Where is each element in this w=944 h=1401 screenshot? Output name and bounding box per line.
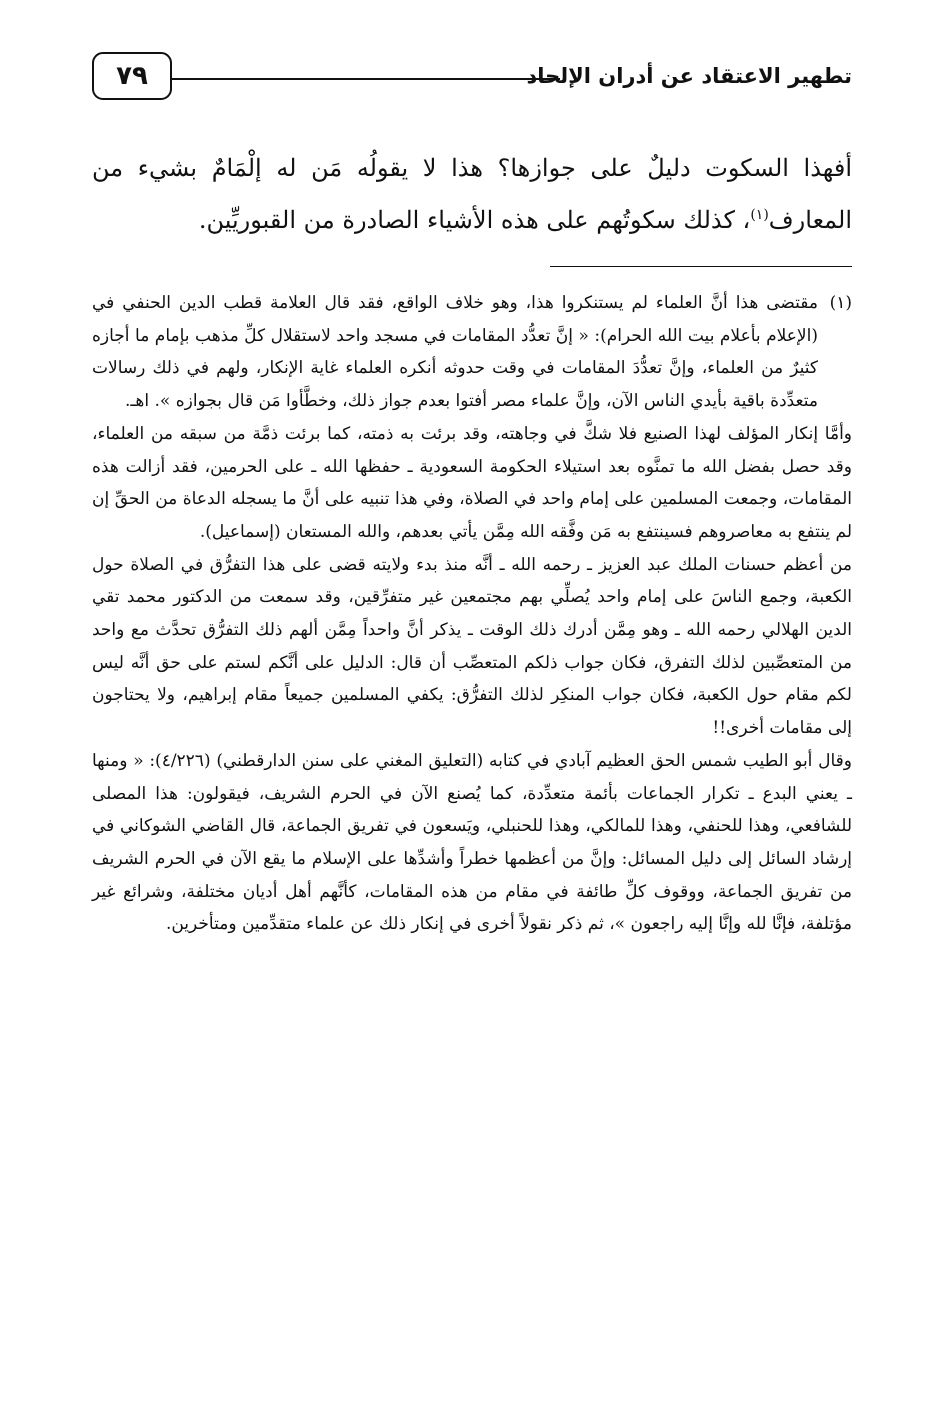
main-text — [92, 142, 852, 246]
footnote-marker: (١) — [829, 293, 852, 313]
footnote-paragraph-2: وأمَّا إنكار المؤلف لهذا الصنيع فلا شكَّ في وجاهته، وقد برئت به ذمته، كما برئت ذمَّة من سبقه من العلماء، وقد حصل بفضل الله ما تمنَّوه بعد استيلاء الحكومة السعودية ـ حفظها الله ـ على الحرمين، فقد أزالت هذه المقامات، وجمعت المسلمين على إمام واحد في الصلاة، وفي هذا تنبيه على أنَّ ما يسجله الدعاة من الحقِّ إن لم ينتفع به معاصروهم فسينتفع به مَن وفَّقه الله مِمَّن يأتي بعدهم، والله المستعان (إسماعيل). — [92, 423, 852, 542]
header-rule — [170, 78, 560, 80]
page-header — [92, 52, 852, 104]
footnote-paragraph-1 — [92, 287, 852, 418]
main-paragraph — [92, 142, 852, 246]
page-number: ٧٩ — [92, 52, 172, 100]
main-paragraph-part2: ، كذلك سكوتُهم على هذه الأشياء الصادرة من القبوريِّين. — [198, 206, 751, 234]
footnote-paragraph-3: من أعظم حسنات الملك عبد العزيز ـ رحمه الله ـ أنَّه منذ بدء ولايته قضى على هذا التفرُّق في الصلاة حول الكعبة، وجمع الناسَ على إمام واحد يُصلِّي بهم مجتمعين غير متفرِّقين، وقد سمعت من الدكتور محمد تقي الدين الهلالي رحمه الله ـ وهو مِمَّن أدرك ذلك الوقت ـ يذكر أنَّ واحداً مِمَّن ألهم ذلك التفرُّق تحدَّث مع واحد من المتعصِّبين لذلك التفرق، فكان جواب ذلكم المتعصِّب أن قال: الدليل على أنَّكم لستم على حق أنَّه ليس لكم مقام حول الكعبة، فكان جواب المنكِر لذلك التفرُّق: يكفي المسلمين جميعاً مقام إبراهيم، ولا يحتاجون إلى مقامات أخرى!! — [92, 554, 852, 739]
footnote-paragraph-text: مقتضى هذا أنَّ العلماء لم يستنكروا هذا، وهو خلاف الواقع، فقد قال العلامة قطب الدين الحنفي في (الإعلام بأعلام بيت الله الحرام): « إنَّ تعدُّد المقامات في مسجد واحد لاستقلال كلِّ مذهب بإمام ما أجازه كثيرٌ من العلماء، وإنَّ تعدُّدَ المقامات في وقت حدوثه أنكره العلماء غاية الإنكار، ولهم في ذلك رسالات متعدِّدة باقية بأيدي الناس الآن، وإنَّ علماء مصر أفتوا بعدم جواز ذلك، وخطَّأوا مَن قال بجوازه ». اهـ. — [92, 293, 818, 412]
footnote-reference: (١) — [750, 207, 769, 223]
main-paragraph-part1: أفهذا السكوت دليلٌ على جوازها؟ هذا لا يقولُه مَن له إلْمَامٌ بشيء من المعارف — [92, 154, 852, 234]
footnote-separator — [550, 266, 852, 267]
footnotes — [92, 287, 852, 941]
footnote-paragraph-4: وقال أبو الطيب شمس الحق العظيم آبادي في كتابه (التعليق المغني على سنن الدارقطني) (٤/٢٢٦): « ومنها ـ يعني البدع ـ تكرار الجماعات بأئمة متعدِّدة، كما يُصنع الآن في الحرم الشريف، فيقولون: هذا المصلى للشافعي، وهذا للحنفي، وهذا للمالكي، وهذا للحنبلي، ويَسعون في تفريق الجماعة، قال القاضي الشوكاني في إرشاد السائل إلى دليل المسائل: وإنَّ من أعظمها خطراً وأشدِّها على الإسلام ما يقع الآن في الحرم الشريف من تفريق الجماعة، ووقوف كلِّ طائفة في مقام من هذه المقامات، كأنَّهم أهل أديان مختلفة، وشرائع غير مؤتلفة، فإنَّا لله وإنَّا إليه راجعون »، ثم ذكر نقولاً أخرى في إنكار ذلك عن علماء متقدِّمين ومتأخرين. — [92, 750, 852, 935]
running-title: تطهير الاعتقاد عن أدران الإلحاد — [526, 64, 852, 88]
